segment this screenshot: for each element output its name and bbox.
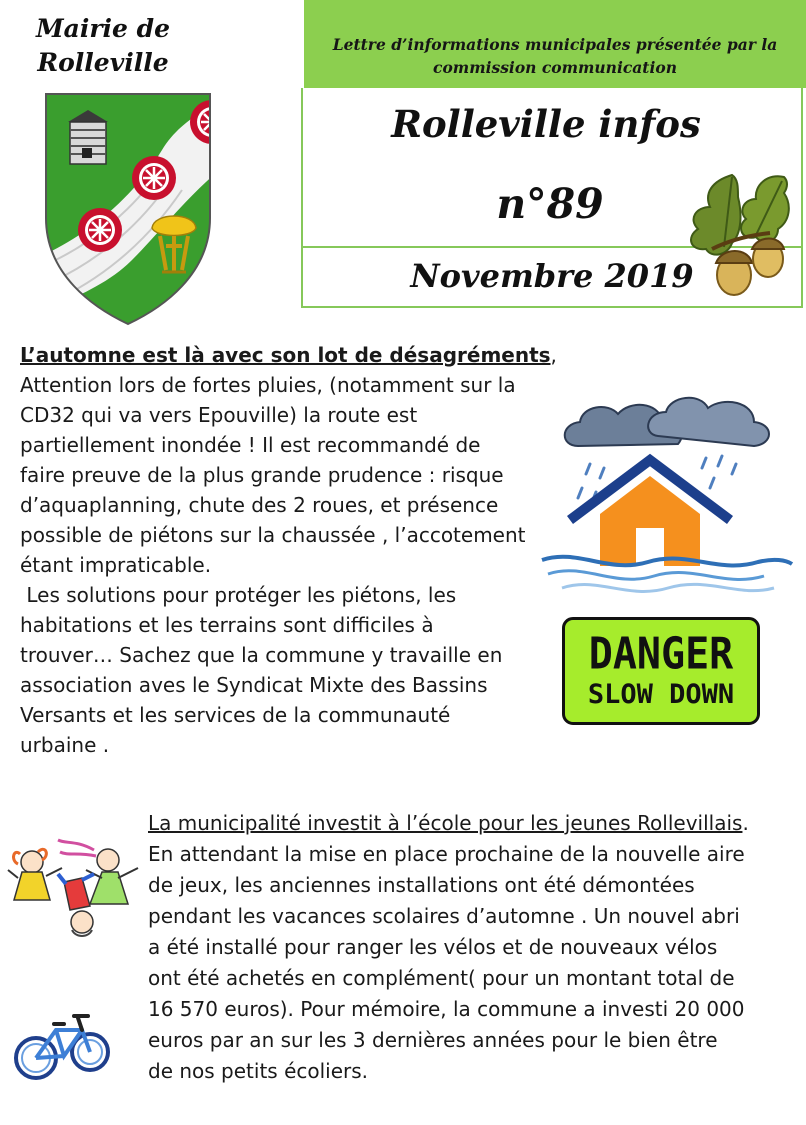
mairie-line-1: Mairie de bbox=[35, 14, 171, 43]
text-line: CD32 qui va vers Epouville) la route est bbox=[20, 403, 418, 427]
danger-slow-down-sign bbox=[562, 617, 760, 725]
text-line: association aves le Syndicat Mixte des Bassins bbox=[20, 673, 488, 697]
danger-sign-line-1: DANGER bbox=[588, 628, 734, 680]
article-flooding-heading: L’automne est là avec son lot de désagréments, bbox=[20, 343, 557, 367]
bicycle-icon bbox=[12, 990, 112, 1090]
flood-house-icon bbox=[538, 388, 796, 608]
text-line: euros par an sur les 3 dernières années pour le bien être bbox=[148, 1028, 718, 1052]
article-school bbox=[148, 808, 796, 1087]
subtitle-line-1: Lettre d’informations municipales présentée par la bbox=[332, 35, 778, 54]
text-line: Versants et les services de la communauté bbox=[20, 703, 451, 727]
municipality-name bbox=[18, 12, 188, 80]
article-school-heading: La municipalité investit à l’école pour les jeunes Rollevillais. bbox=[148, 811, 749, 835]
text-line: En attendant la mise en place prochaine de la nouvelle aire bbox=[148, 842, 745, 866]
text-line: urbaine . bbox=[20, 733, 110, 757]
text-line: Les solutions pour protéger les piétons, les bbox=[20, 583, 457, 607]
text-line: d’aquaplanning, chute des 2 roues, et présence bbox=[20, 493, 499, 517]
issue-number: n°89 bbox=[496, 180, 604, 228]
issue-date: Novembre 2019 bbox=[410, 257, 694, 295]
oak-leaves-icon bbox=[672, 163, 802, 298]
subtitle-line-2: commission communication bbox=[433, 58, 677, 77]
newsletter-subtitle bbox=[310, 33, 800, 79]
text-line: a été installé pour ranger les vélos et de nouveaux vélos bbox=[148, 935, 718, 959]
text-line: 16 570 euros). Pour mémoire, la commune a investi 20 000 bbox=[148, 997, 745, 1021]
text-line: de nos petits écoliers. bbox=[148, 1059, 369, 1083]
mairie-line-2: Rolleville bbox=[37, 48, 169, 77]
text-line: ont été achetés en complément( pour un montant total de bbox=[148, 966, 735, 990]
newsletter-title: Rolleville infos bbox=[391, 102, 701, 146]
playing-children-icon bbox=[6, 830, 156, 942]
text-line: étant impraticable. bbox=[20, 553, 212, 577]
text-line: de jeux, les anciennes installations ont été démontées bbox=[148, 873, 695, 897]
text-line: pendant les vacances scolaires d’automne . Un nouvel abri bbox=[148, 904, 740, 928]
text-line: partiellement inondée ! Il est recommandé de bbox=[20, 433, 481, 457]
text-line: trouver… Sachez que la commune y travaille en bbox=[20, 643, 503, 667]
article-flooding bbox=[20, 340, 570, 760]
danger-sign-line-2: SLOW DOWN bbox=[587, 679, 735, 710]
text-line: habitations et les terrains sont difficiles à bbox=[20, 613, 434, 637]
coat-of-arms-icon bbox=[42, 90, 214, 328]
text-line: possible de piétons sur la chaussée , l’accotement bbox=[20, 523, 526, 547]
text-line: faire preuve de la plus grande prudence : risque bbox=[20, 463, 504, 487]
text-line: Attention lors de fortes pluies, (notamment sur la bbox=[20, 373, 516, 397]
